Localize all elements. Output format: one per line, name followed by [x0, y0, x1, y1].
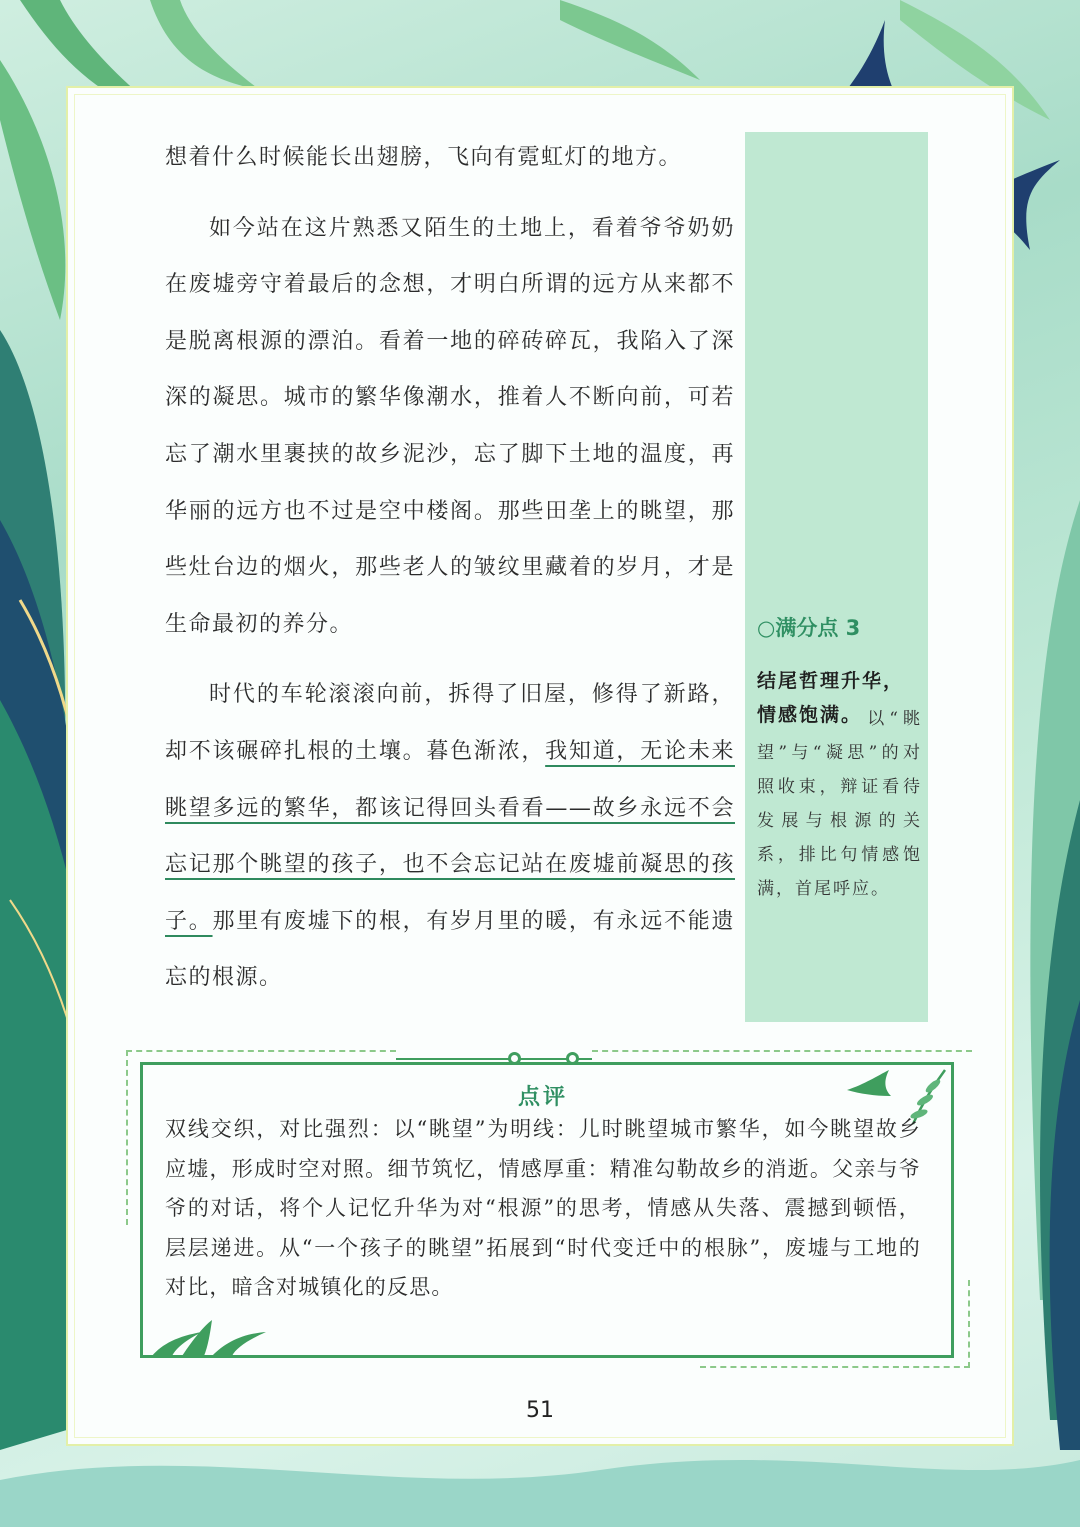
comment-dot-left: [508, 1052, 521, 1065]
essay-paragraph-3-end: 那里有废墟下的根，有岁月里的暖，有永远不能遗忘的根源。: [165, 908, 735, 991]
comment-title: 点评: [518, 1085, 569, 1110]
essay-body: [165, 130, 735, 1007]
comment-dash-bottom: [700, 1366, 970, 1368]
comment-dash-top-right: [592, 1050, 972, 1052]
side-note-text: [757, 702, 922, 906]
comment-dash-top: [126, 1050, 396, 1052]
side-note-lead: 结尾哲理升华，情感饱满。: [757, 670, 905, 726]
side-note-title: ○满分点 3: [757, 616, 861, 640]
comment-text: 双线交织，对比强烈：以“眺望”为明线：儿时眺望城市繁华，如今眺望故乡应墟，形成时空对照。细节筑忆，情感厚重：精准勾勒故乡的消逝。父亲与爷爷的对话，将个人记忆升华为对“根源”的思考，情感从失落、震撼到顿悟，层层递进。从“一个孩子的眺望”拓展到“时代变迁中的根脉”，废墟与工地的对比，暗含对城镇化的反思。: [165, 1117, 921, 1299]
comment-top-line: [396, 1058, 592, 1060]
essay-paragraph-3: [165, 667, 735, 1007]
essay-paragraph-2: 如今站在这片熟悉又陌生的土地上，看着爷爷奶奶在废墟旁守着最后的念想，才明白所谓的远方从来都不是脱离根源的漂泊。看着一地的碎砖碎瓦，我陷入了深深的凝思。城市的繁华像潮水，推着人不断向前，可若忘了潮水里裹挟的故乡泥沙，忘了脚下土地的温度，再华丽的远方也不过是空中楼阁。那些田垄上的眺望，那些灶台边的烟火，那些老人的皱纹里藏着的岁月，才是生命最初的养分。: [165, 215, 735, 637]
essay-paragraph-3-start: 时代的车轮滚滚向前，拆得了旧屋，修得了新路，却不该碾碎扎根的土壤。暮色渐浓，: [165, 682, 735, 764]
essay-paragraph-1: 想着什么时候能长出翅膀，飞向有霓虹灯的地方。: [165, 145, 683, 170]
essay-underlined-sentence: 我知道，无论未来眺望多远的繁华，都该记得回头看看——故乡永远不会忘记那个眺望的孩子，也不会忘记站在废墟前凝思的孩子。: [165, 738, 735, 934]
grass-icon: [142, 1318, 272, 1356]
page-number: 51: [526, 1398, 554, 1423]
side-note-body: 以“眺望”与“凝思”的对照收束，辩证看待发展与根源的关系，排比句情感饱满，首尾呼应。: [757, 709, 922, 899]
comment-dot-right: [566, 1052, 579, 1065]
comment-dash-left: [126, 1050, 128, 1225]
comment-dash-right: [968, 1280, 970, 1368]
